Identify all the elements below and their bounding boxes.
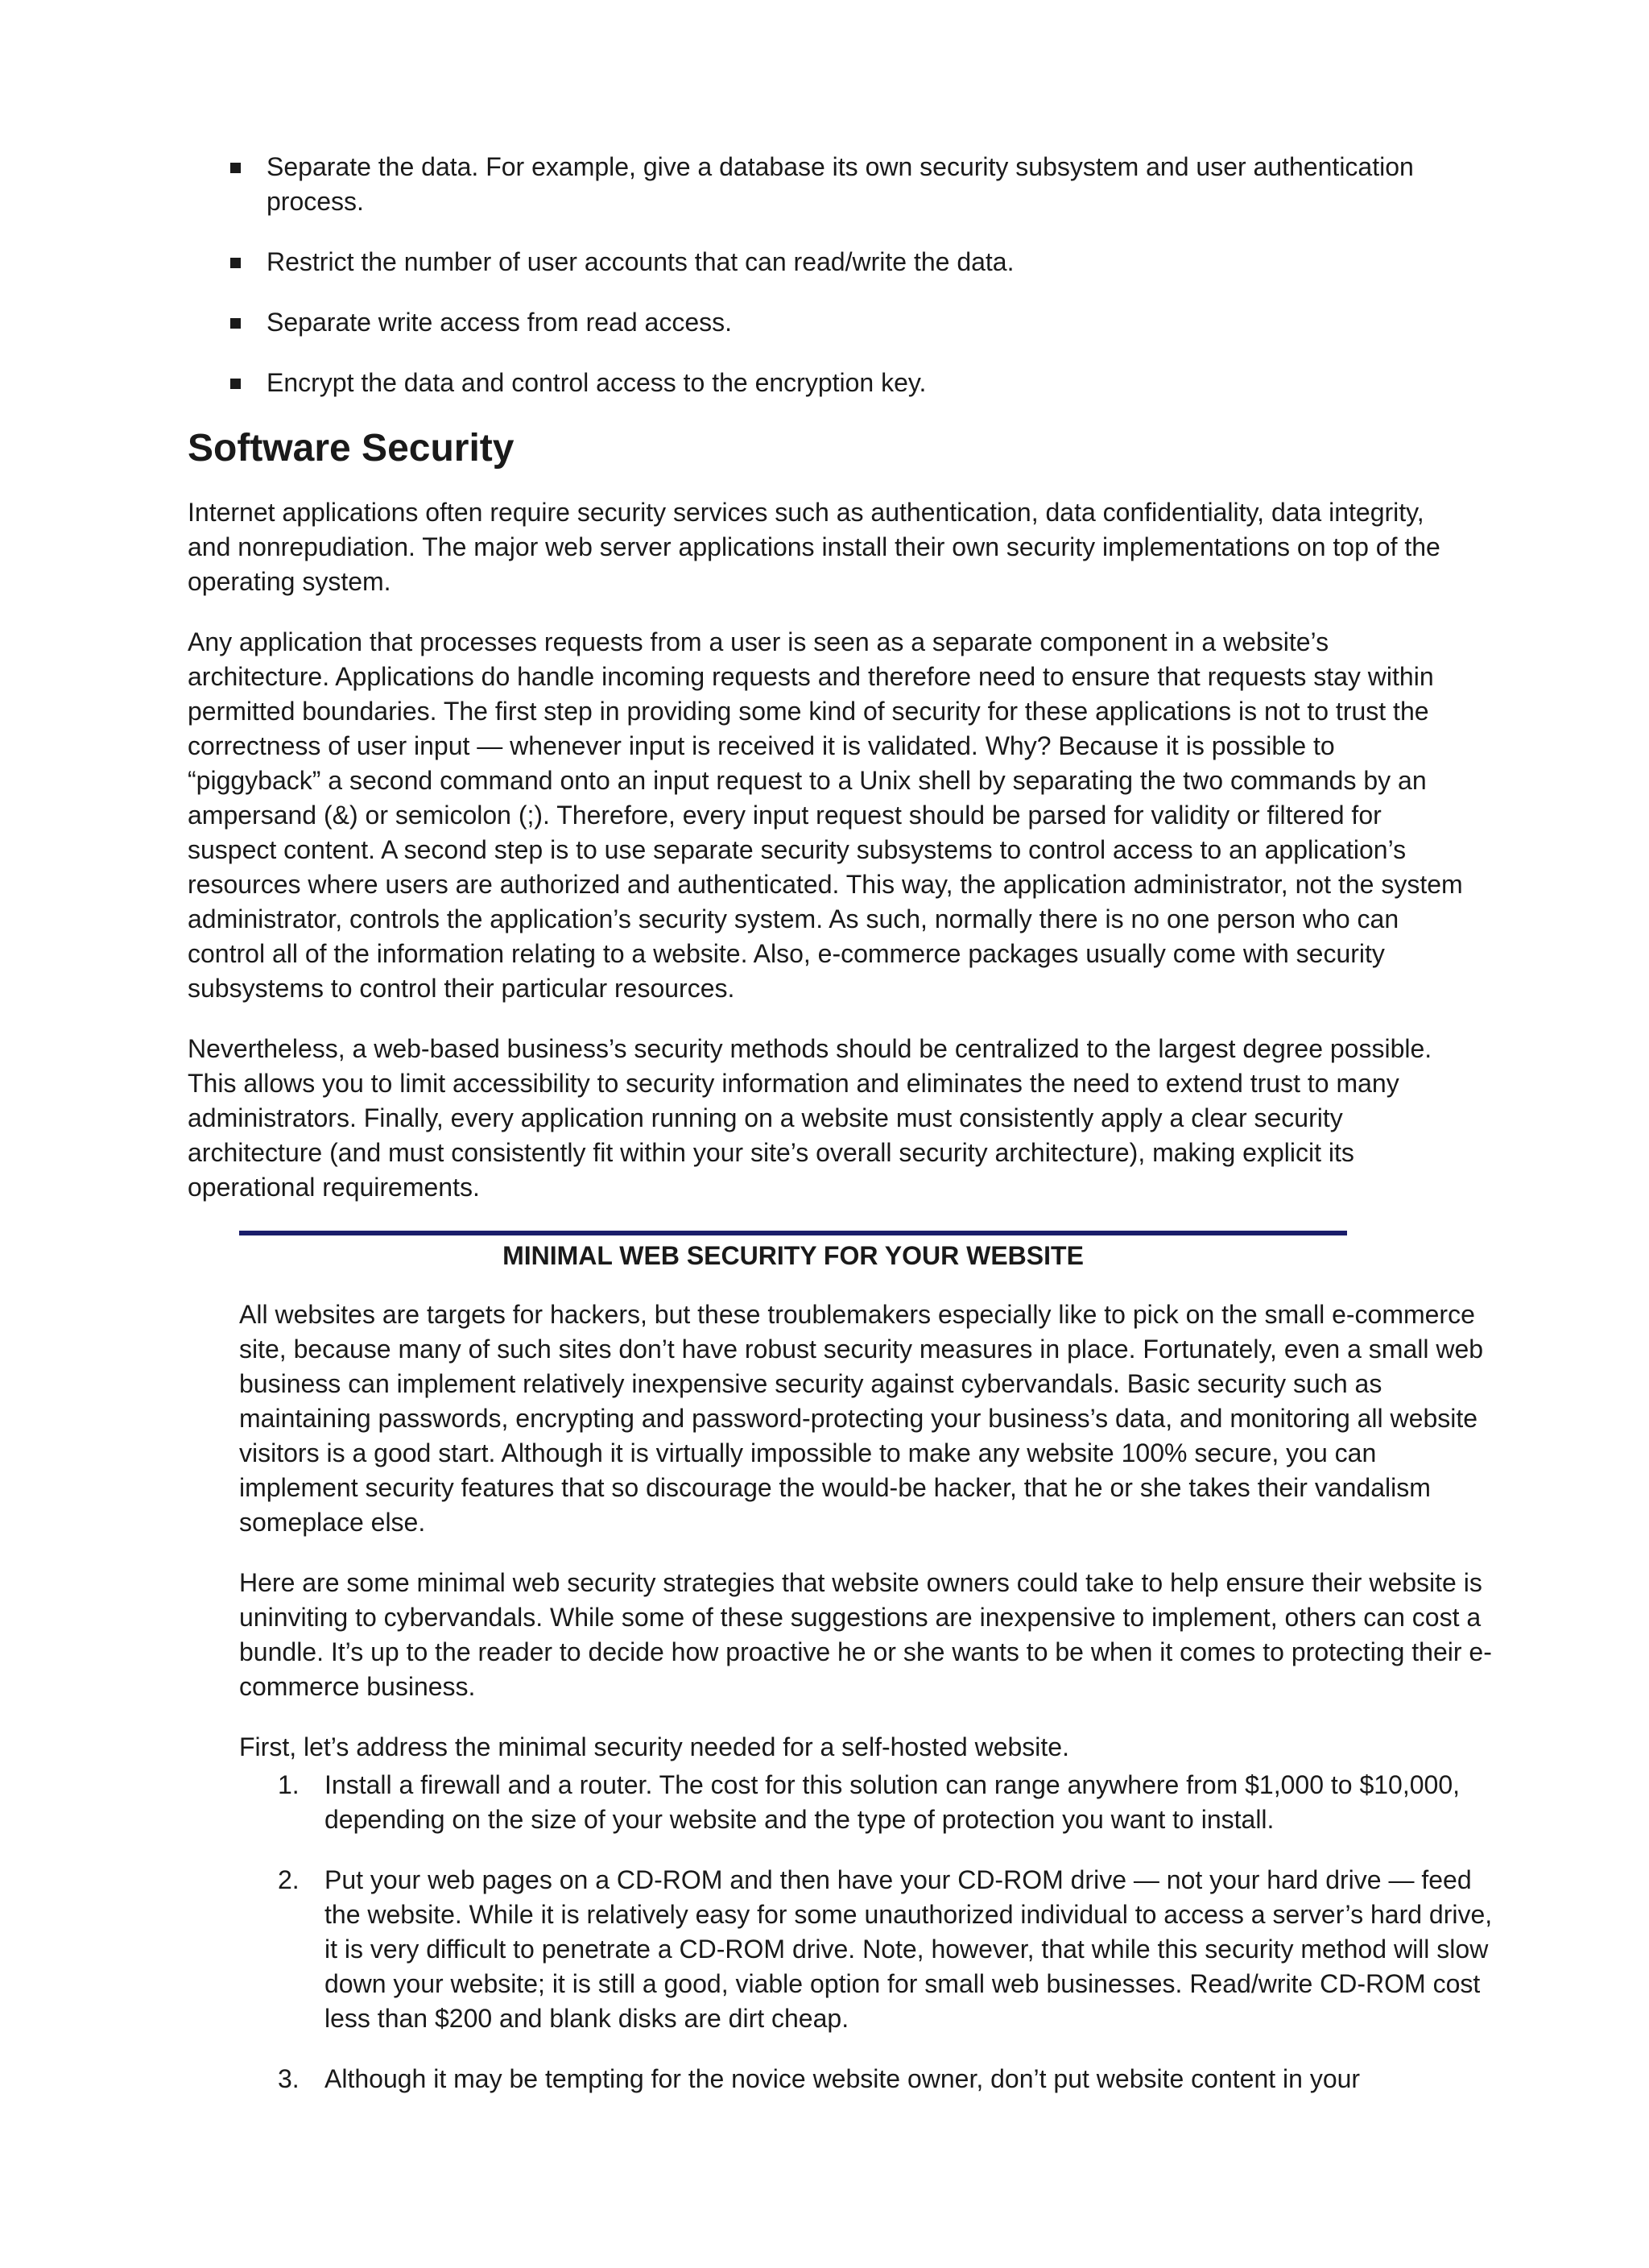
sidebar-box <box>239 1231 1494 2096</box>
bullet-text: Restrict the number of user accounts that can read/write the data. <box>267 247 1015 276</box>
numbered-list <box>239 1768 1494 2096</box>
bullet-text: Encrypt the data and control access to the encryption key. <box>267 368 927 397</box>
list-number: 3. <box>278 2064 300 2093</box>
bullet-item <box>241 366 1468 400</box>
list-item-text: Put your web pages on a CD-ROM and then have your CD-ROM drive — not your hard drive — feed the website. While it is relatively easy for some unauthorized individual to access a server’s hard drive, it is very difficult to penetrate a CD-ROM drive. Note, however, that while this security method will slow down your website; it is still a good, viable option for small web businesses. Read/write CD-ROM cost less than $200 and blank disks are dirt cheap. <box>324 1865 1493 2033</box>
sidebar-paragraph: All websites are targets for hackers, but these troublemakers especially like to pick on the small e-commerce site, because many of such sites don’t have robust security measures in place. Fortunately, even a small web business can implement relatively inexpensive security against cybervandals. Basic security such as maintaining passwords, encrypting and password-protecting your business’s data, and monitoring all website visitors is a good start. Although it is virtually impossible to make any website 100% secure, you can implement security features that so discourage the would-be hacker, that he or she takes their vandalism someplace else. <box>239 1300 1484 1537</box>
bullet-text: Separate write access from read access. <box>267 308 733 337</box>
bullet-text: Separate the data. For example, give a database its own security subsystem and user authentication process. <box>267 152 1414 216</box>
list-item-text: Install a firewall and a router. The cost for this solution can range anywhere from $1,000 to $10,000, depending on the size of your website and the type of protection you want to install. <box>324 1770 1461 1834</box>
square-bullet-icon <box>230 258 241 268</box>
body-paragraph: Internet applications often require security services such as authentication, data confidentiality, data integrity, and nonrepudiation. The major web server applications install their own security implementations on top of the operating system. <box>188 498 1440 596</box>
list-item-text: Although it may be tempting for the novice website owner, don’t put website content in your <box>324 2064 1361 2093</box>
sidebar-title: MINIMAL WEB SECURITY FOR YOUR WEBSITE <box>502 1241 1084 1270</box>
sidebar-divider <box>239 1231 1347 1235</box>
body-paragraph: Any application that processes requests from a user is seen as a separate component in a website’s architecture. Applications do handle incoming requests and therefore need to ensure that requests stay within permitted boundaries. The first step in providing some kind of security for these applications is not to trust the correctness of user input — whenever input is received it is validated. Why? Because it is possible to “piggyback” a second command onto an input request to a Unix shell by separating the two commands by an ampersand (&) or semicolon (;). Therefore, every input request should be parsed for validity or filtered for suspect content. A second step is to use separate security subsystems to control access to an application’s resources where users are authorized and authenticated. This way, the application administrator, not the system administrator, controls the application’s security system. As such, normally there is no one person who can control all of the information relating to a website. Also, e-commerce packages usually come with security subsystems to control their particular resources. <box>188 627 1463 1003</box>
document-page <box>188 150 1493 2122</box>
square-bullet-icon <box>230 318 241 329</box>
bullet-item <box>241 245 1468 279</box>
bullet-item <box>241 305 1468 340</box>
list-item <box>278 1863 1494 2036</box>
bullet-item <box>241 150 1468 219</box>
list-number: 1. <box>278 1770 300 1799</box>
list-item <box>278 1768 1494 1837</box>
bullet-list <box>188 150 1468 400</box>
section-heading: Software Security <box>188 427 515 470</box>
body-paragraph: Nevertheless, a web-based business’s security methods should be centralized to the largest degree possible. This allows you to limit accessibility to security information and eliminates the need to extend trust to many administrators. Finally, every application running on a website must consistently apply a clear security architecture (and must consistently fit within your site’s overall security architecture), making explicit its operational requirements. <box>188 1034 1432 1202</box>
square-bullet-icon <box>230 379 241 389</box>
list-number: 2. <box>278 1865 300 1894</box>
square-bullet-icon <box>230 163 241 173</box>
sidebar-paragraph: Here are some minimal web security strategies that website owners could take to help ensure their website is uninviting to cybervandals. While some of these suggestions are inexpensive to implement, others can cost a bundle. It’s up to the reader to decide how proactive he or she wants to be when it comes to protecting their e-commerce business. <box>239 1568 1492 1701</box>
sidebar-intro: First, let’s address the minimal security needed for a self-hosted website. <box>239 1732 1069 1761</box>
list-item <box>278 2062 1494 2096</box>
